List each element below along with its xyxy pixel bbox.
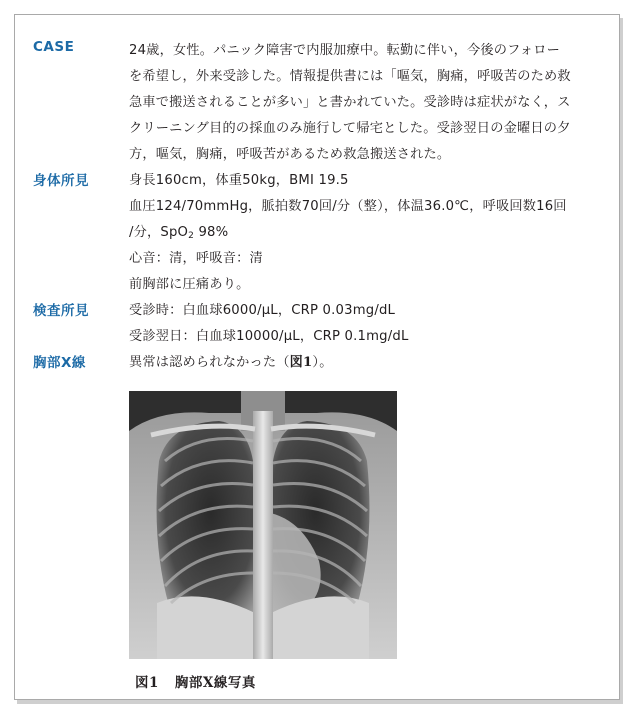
figure-caption — [131, 671, 256, 691]
physical-line-3 — [129, 221, 228, 241]
spo2-subscript: 2 — [188, 231, 195, 241]
xray-figure-ref: 図1 — [289, 355, 313, 370]
case-panel — [14, 14, 620, 700]
xray-text-pre: 異常は認められなかった（ — [129, 355, 290, 370]
physical-line-2: 血圧124/70mmHg，脈拍数70回/分（整），体温36.0℃，呼吸回数16回 — [129, 199, 567, 214]
figure-title: 胸部X線写真 — [174, 675, 256, 691]
chest-xray-image — [129, 391, 397, 659]
xray-text-post: ）。 — [312, 355, 333, 370]
xray-label: 胸部X線 — [33, 355, 86, 371]
case-text-line-2: を希望し，外来受診した。情報提供書には「嘔気，胸痛，呼吸苦のため救 — [129, 69, 571, 84]
physical-line-3-pre: /分，SpO — [129, 225, 189, 240]
physical-label: 身体所見 — [33, 173, 89, 189]
case-text-line-4: クリーニング目的の採血のみ施行して帰宅とした。受診翌日の金曜日の夕 — [129, 121, 571, 136]
physical-line-1: 身長160cm，体重50kg，BMI 19.5 — [129, 173, 349, 188]
lab-line-1: 受診時：白血球6000/μL，CRP 0.03mg/dL — [129, 303, 396, 318]
xray-text — [129, 351, 333, 370]
lab-line-2: 受診翌日：白血球10000/μL，CRP 0.1mg/dL — [129, 329, 409, 344]
case-text-line-3: 急車で搬送されることが多い」と書かれていた。受診時は症状がなく，ス — [129, 95, 571, 110]
case-text-line-5: 方，嘔気，胸痛，呼吸苦があるため救急搬送された。 — [129, 147, 451, 162]
case-text-line-1: 24歳，女性。パニック障害で内服加療中。転勤に伴い，今後のフォロー — [129, 43, 561, 58]
case-label: CASE — [33, 39, 75, 55]
lab-label: 検査所見 — [33, 303, 89, 319]
physical-line-3-post: 98% — [194, 225, 229, 240]
figure-number: 図1 — [135, 675, 159, 691]
physical-line-4: 心音：清，呼吸音：清 — [129, 251, 263, 266]
physical-line-5: 前胸部に圧痛あり。 — [129, 277, 250, 292]
